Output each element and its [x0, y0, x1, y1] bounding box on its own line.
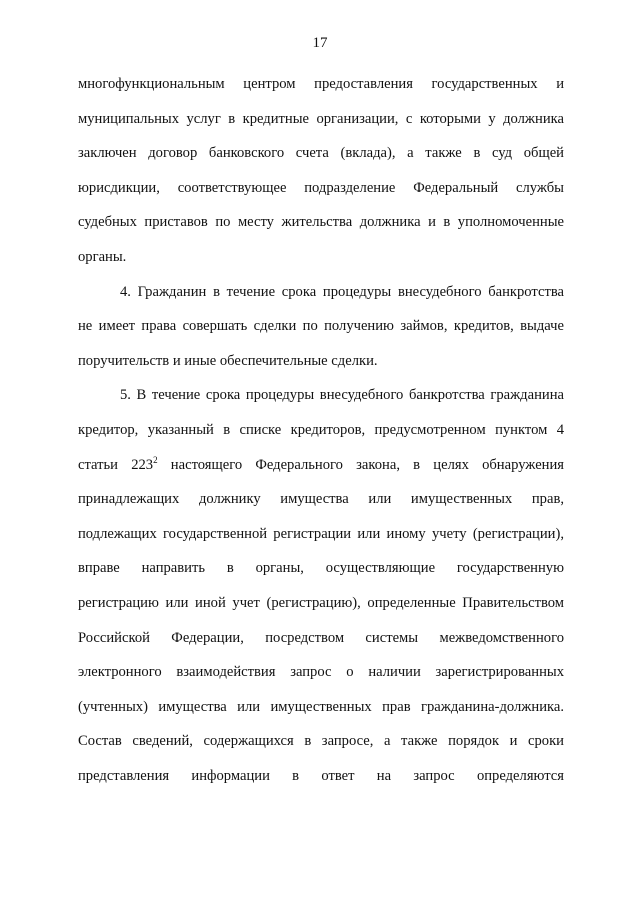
- text-line: юрисдикции, соответствующее подразделение Федеральный службы: [78, 179, 564, 196]
- text-line: заключен договор банковского счета (вклада), а также в суд общей: [78, 145, 564, 162]
- text-line: 4. Гражданин в течение срока процедуры внесудебного банкротства: [120, 283, 564, 300]
- superscript: 2: [153, 454, 158, 465]
- text-line: Российской Федерации, посредством системы межведомственного: [78, 629, 564, 646]
- text-line: не имеет права совершать сделки по получению займов, кредитов, выдаче: [78, 318, 564, 335]
- text-line: подлежащих государственной регистрации или иному учету (регистрации),: [78, 525, 564, 542]
- paragraph-2: [78, 275, 564, 379]
- text-line-with-superscript: [78, 448, 564, 483]
- text-line: вправе направить в органы, осуществляющие государственную: [78, 560, 564, 577]
- text-line: представления информации в ответ на запрос определяются: [78, 767, 564, 784]
- text-fragment: статьи 223: [78, 456, 154, 473]
- text-line: поручительств и иные обеспечительные сделки.: [78, 352, 378, 369]
- text-line: 5. В течение срока процедуры внесудебного банкротства гражданина: [120, 387, 564, 404]
- document-body: [78, 67, 564, 793]
- text-line: органы.: [78, 248, 127, 265]
- text-fragment: настоящего Федерального закона, в целях обнаружения: [157, 456, 564, 473]
- text-line: Состав сведений, содержащихся в запросе, а также порядок и сроки: [78, 733, 564, 750]
- text-line: принадлежащих должнику имущества или имущественных прав,: [78, 491, 564, 508]
- text-line: (учтенных) имущества или имущественных прав гражданина-должника.: [78, 698, 564, 715]
- page-number: 17: [312, 35, 328, 51]
- text-line: многофункциональным центром предоставления государственных и: [78, 76, 564, 92]
- paragraph-1: [78, 67, 564, 275]
- text-line: регистрацию или иной учет (регистрацию), определенные Правительством: [78, 594, 564, 611]
- text-line: муниципальных услуг в кредитные организации, с которыми у должника: [78, 110, 564, 127]
- text-line: электронного взаимодействия запрос о наличии зарегистрированных: [78, 664, 564, 681]
- paragraph-3: [78, 378, 564, 793]
- text-line: судебных приставов по месту жительства должника и в уполномоченные: [78, 214, 564, 231]
- text-line: кредитор, указанный в списке кредиторов, предусмотренном пунктом 4: [78, 421, 564, 438]
